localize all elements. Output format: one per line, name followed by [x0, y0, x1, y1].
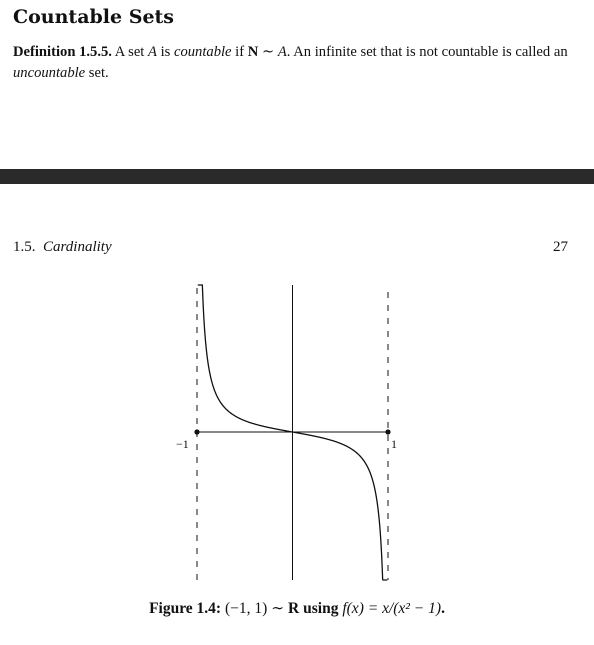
section-title: Countable Sets	[13, 6, 174, 28]
definition-label: Definition 1.5.5.	[13, 44, 112, 60]
natural-numbers-symbol: N	[247, 44, 259, 60]
caption-formula: f(x) = x/(x² − 1)	[342, 600, 442, 617]
term-uncountable: uncountable	[13, 65, 86, 81]
definition-var-a: A	[148, 44, 157, 60]
term-countable: countable	[173, 44, 232, 60]
caption-end: .	[441, 600, 445, 617]
definition-text: A set	[111, 44, 149, 60]
caption-using: using	[299, 600, 343, 617]
figure-caption	[0, 599, 594, 618]
definition-text: is	[156, 44, 174, 60]
definition-text: if	[231, 44, 248, 60]
curve-right-branch	[293, 432, 388, 580]
curve-left-branch	[198, 285, 293, 432]
caption-interval: (−1, 1) ∼	[221, 600, 289, 617]
caption-label: Figure 1.4:	[149, 600, 222, 617]
page-number: 27	[553, 239, 568, 255]
real-numbers-symbol: R	[288, 600, 300, 617]
tick-label-one: 1	[391, 437, 397, 451]
equinumerous-symbol: ∼	[258, 44, 278, 60]
tick-label-minus-one: −1	[176, 437, 189, 451]
definition-paragraph	[13, 42, 578, 84]
running-header	[13, 239, 568, 256]
definition-text: set.	[85, 65, 109, 81]
definition-var-a: A	[277, 44, 287, 60]
page-break-divider	[0, 169, 594, 184]
function-graph-figure	[0, 270, 594, 595]
section-number: 1.5.	[13, 239, 36, 255]
point-one	[385, 429, 390, 434]
running-header-section	[13, 239, 112, 256]
definition-text: . An infinite set that is not countable is called an	[286, 44, 568, 60]
point-minus-one	[194, 429, 199, 434]
section-name: Cardinality	[43, 239, 112, 255]
